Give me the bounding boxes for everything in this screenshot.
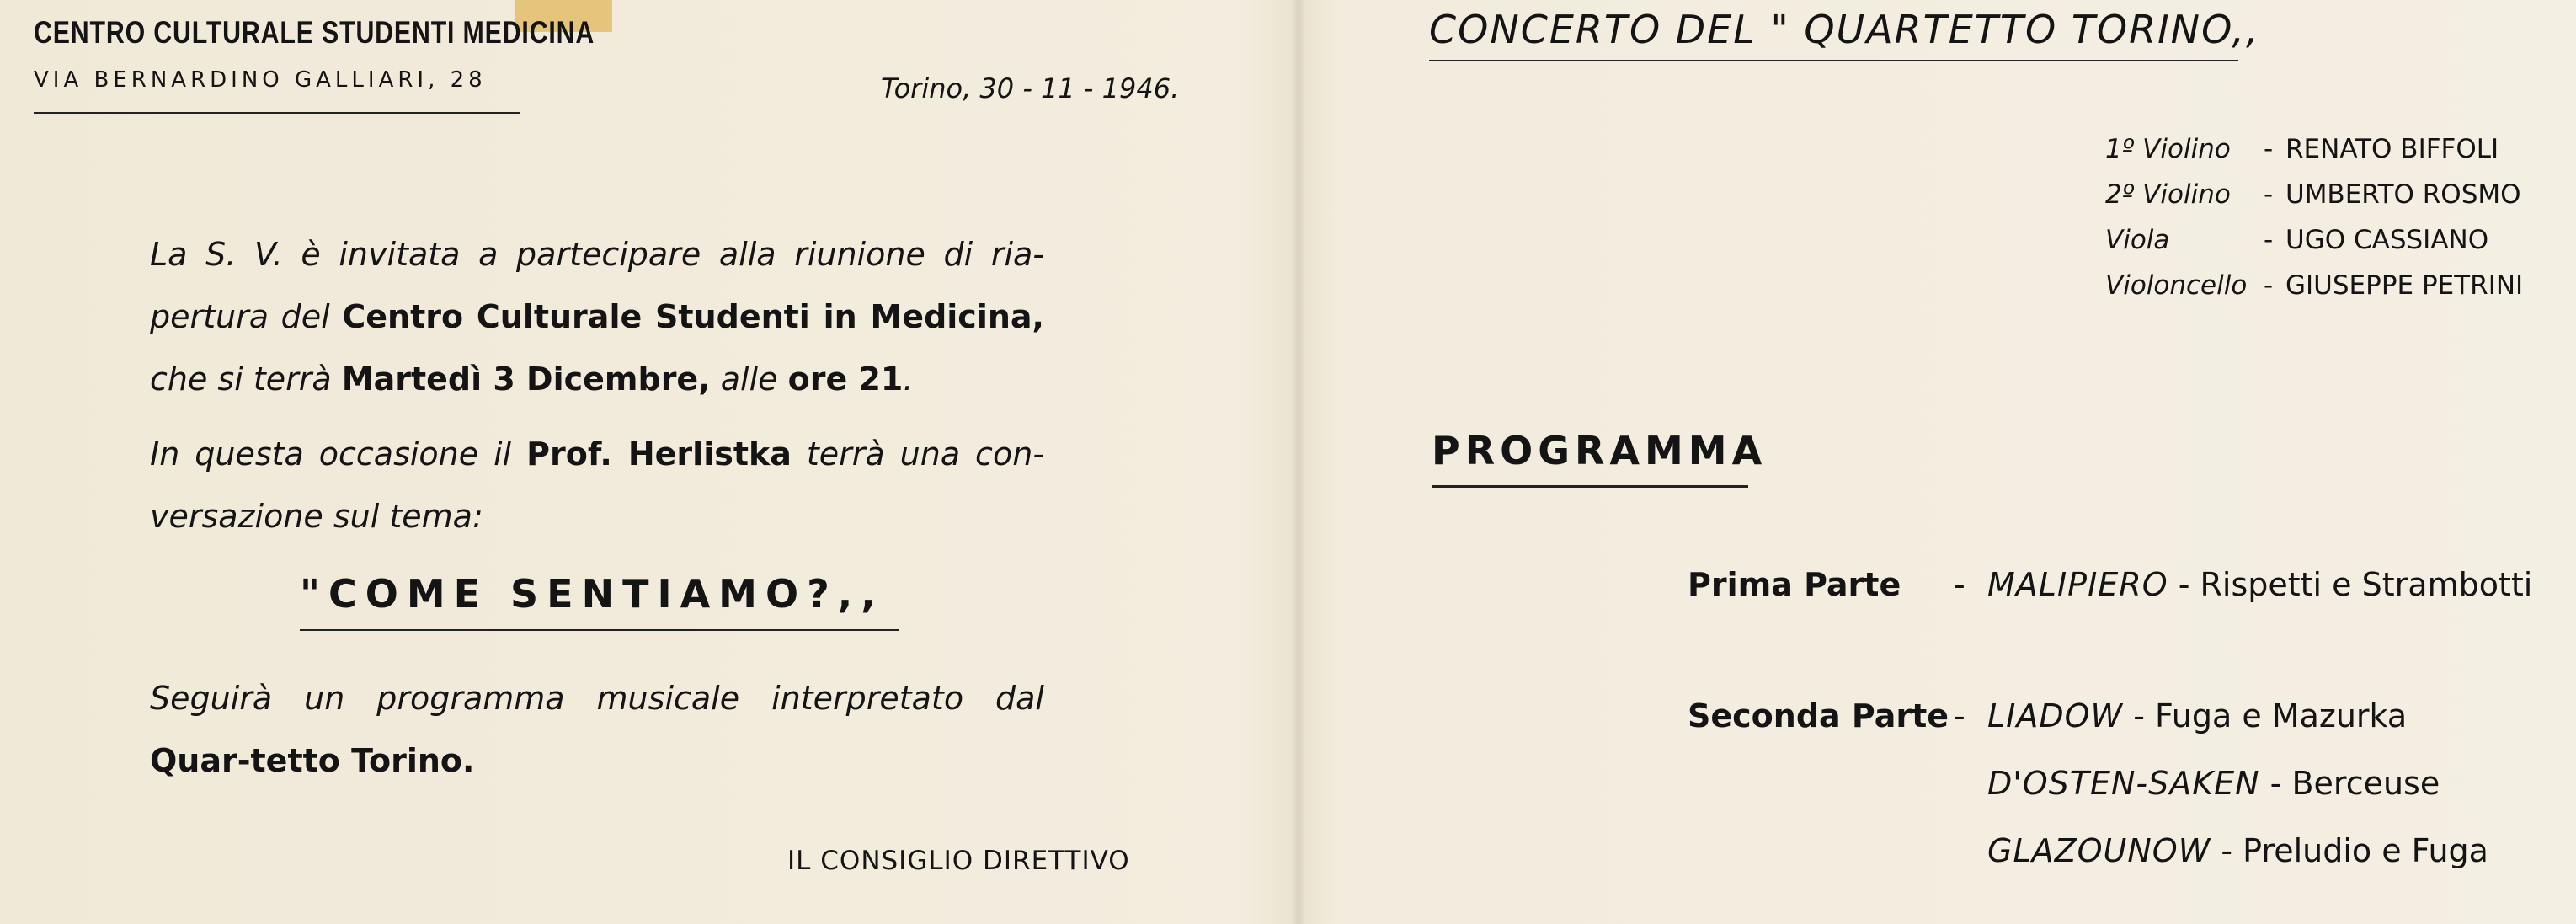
signature: IL CONSIGLIO DIRETTIVO [787,846,1130,876]
program-part-label [1688,697,1949,734]
program-composer: D'OSTEN-SAKEN [1987,765,2260,802]
para1-date: Martedì 3 Dicembre, [341,361,711,398]
lecture-title-underline [300,629,899,631]
program-composer: LIADOW [1987,697,2124,734]
performer-dash: - [2264,134,2274,164]
program-dash: - [1954,566,1965,603]
program-piece: Berceuse [2291,765,2440,802]
concert-title: CONCERTO DEL " QUARTETTO TORINO,, [1429,7,2260,52]
performer-row [2105,126,2523,172]
performer-name: GIUSEPPE PETRINI [2285,270,2524,301]
para2-speaker: Prof. Herlistka [526,435,792,473]
program-piece: Fuga e Mazurka [2155,697,2408,734]
para3-text-a: Seguirà un programma musicale interpretato dal [150,680,1044,717]
music-paragraph [150,667,1044,792]
program-entry: D'OSTEN-SAKEN - Berceuse [1987,765,2440,802]
para2-text-a: In questa occasione il [150,435,527,473]
para1-time: ore 21 [787,361,904,398]
para1-text-e: alle [710,361,788,398]
program-piece: Rispetti e Strambotti [2200,566,2533,603]
performers-list [2105,126,2523,308]
para1-text-a: La S. V. è invitata a partecipare alla riunione di ria-pertura del [150,236,1044,335]
program-entry: LIADOW - Fuga e Mazurka [1987,697,2408,734]
program-part: Seconda Parte [1688,697,1949,734]
performer-name: RENATO BIFFOLI [2285,134,2499,164]
performer-dash: - [2264,225,2274,255]
para1-text-c: che si terrà [150,361,342,398]
lecture-title: "COME SENTIAMO?,, [300,571,884,617]
date-line: Torino, 30 - 11 - 1946. [881,72,1180,104]
performer-dash: - [2264,179,2274,210]
program-composer: GLAZOUNOW [1987,832,2211,869]
program-entry: MALIPIERO - Rispetti e Strambotti [1987,566,2533,603]
header-underline [34,112,520,114]
performer-row [2105,217,2523,263]
lecture-paragraph [150,423,1044,547]
program-title-underline [1432,485,1748,488]
program-part: Prima Parte [1688,566,1901,603]
paper-fold [1293,0,1304,924]
header-address: VIA BERNARDINO GALLIARI, 28 [34,67,487,93]
performer-role: Violoncello [2105,270,2248,301]
performer-row [2105,263,2523,308]
program-part-label [1688,566,1901,603]
program-title: PROGRAMMA [1432,428,1768,473]
program-dash: - [1954,697,1965,734]
performer-row [2105,172,2523,217]
para3-quartet: Quar-tetto Torino. [150,742,475,779]
performer-role: 1º Violino [2105,134,2231,164]
concert-title-underline [1429,60,2238,61]
header-organization-name: CENTRO CULTURALE STUDENTI MEDICINA [34,15,595,50]
program-piece: Preludio e Fuga [2243,832,2488,869]
program-entry: GLAZOUNOW - Preludio e Fuga [1987,832,2488,869]
performer-dash: - [2264,270,2274,301]
program-composer: MALIPIERO [1987,566,2168,603]
performer-name: UGO CASSIANO [2285,225,2489,255]
invitation-paragraph [150,223,1044,410]
performer-role: Viola [2105,225,2170,255]
para1-org-name: Centro Culturale Studenti in Medicina, [342,298,1044,335]
para2-text-c: terrà una con-versazione sul tema: [150,435,1044,535]
performer-role: 2º Violino [2105,179,2231,210]
para1-text-g: . [903,361,914,398]
performer-name: UMBERTO ROSMO [2285,179,2521,210]
